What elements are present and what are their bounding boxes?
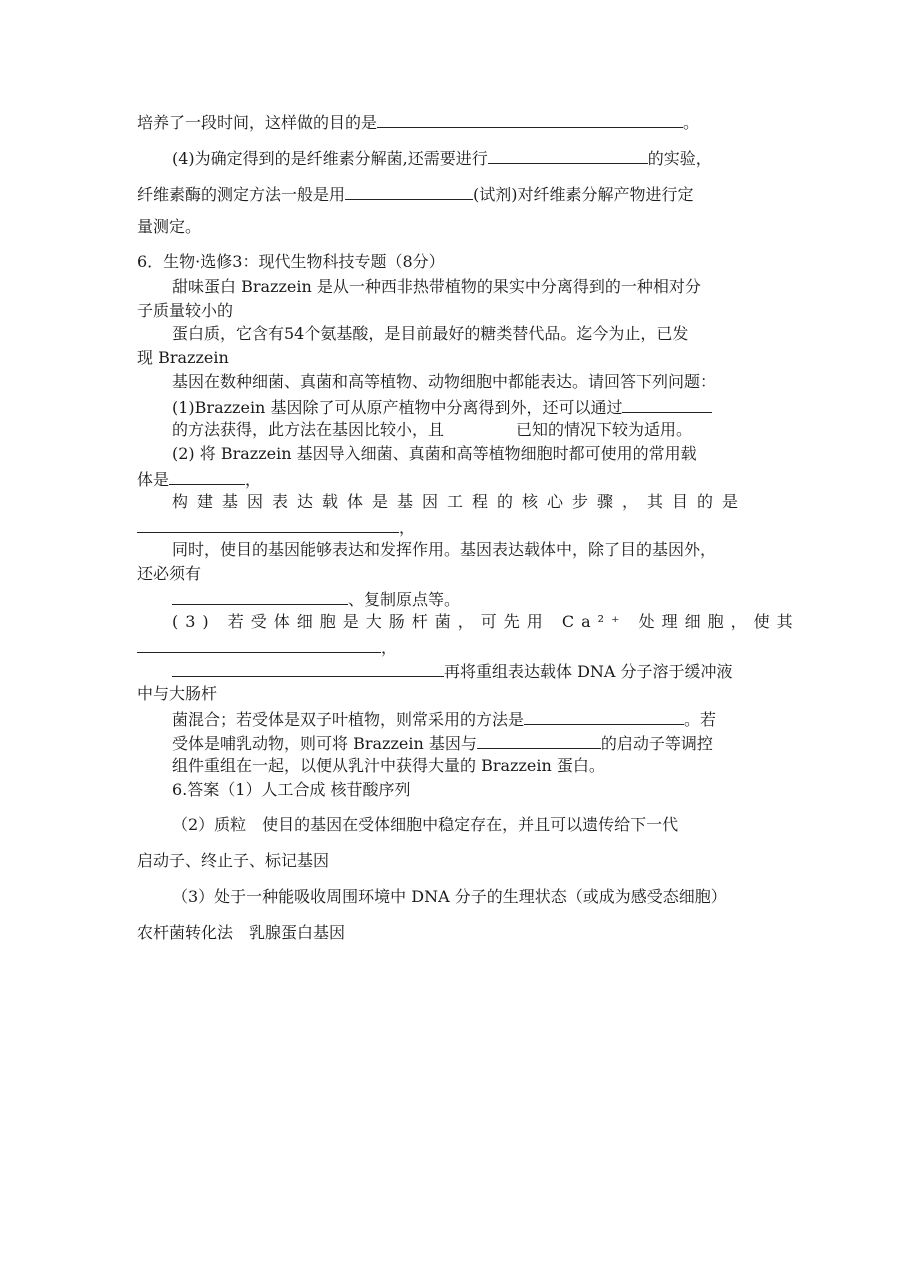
text-line: (3) 若受体细胞是大肠杆菌，可先用 Ca²⁺ 处理细胞，使其 bbox=[172, 612, 800, 631]
text-line: 还必须有 bbox=[137, 564, 202, 583]
text-line: 量测定。 bbox=[137, 217, 202, 236]
answer-blank bbox=[377, 111, 683, 128]
text-segment: (1)Brazzein 基因除了可从原产植物中分离得到外，还可以通过 bbox=[172, 398, 623, 417]
answer-blank bbox=[345, 183, 473, 200]
text-segment: (4)为确定得到的是纤维素分解菌,还需要进行 bbox=[172, 149, 488, 168]
answer-blank bbox=[524, 708, 684, 725]
text-segment: 。若 bbox=[684, 710, 717, 729]
text-line bbox=[172, 420, 692, 440]
text-segment: 的启动子等调控 bbox=[600, 734, 713, 753]
text-line bbox=[137, 183, 694, 205]
answer-blank bbox=[172, 660, 444, 677]
text-line: 现 Brazzein bbox=[137, 348, 229, 367]
text-segment: ， bbox=[399, 518, 416, 537]
text-line bbox=[172, 660, 733, 682]
text-line: 蛋白质，它含有54个氨基酸，是目前最好的糖类替代品。迄今为止，已发 bbox=[172, 324, 689, 343]
text-line: 中与大肠杆 bbox=[137, 684, 218, 703]
answer-blank bbox=[137, 516, 399, 533]
text-segment: 培养了一段时间，这样做的目的是 bbox=[137, 113, 378, 132]
answer-blank bbox=[477, 732, 601, 749]
section-heading: 6．生物·选修3：现代生物科技专题（8分） bbox=[137, 252, 445, 271]
answer-line: 农杆菌转化法 乳腺蛋白基因 bbox=[137, 923, 346, 942]
text-segment: 。 bbox=[683, 113, 700, 132]
answer-blank bbox=[172, 588, 348, 605]
text-line: 子质量较小的 bbox=[137, 301, 234, 320]
text-line bbox=[137, 111, 699, 133]
text-line: (2) 将 Brazzein 基因导入细菌、真菌和高等植物细胞时都可使用的常用载 bbox=[172, 444, 697, 463]
text-line: 组件重组在一起，以便从乳汁中获得大量的 Brazzein 蛋白。 bbox=[172, 756, 605, 775]
text-segment: 受体是哺乳动物，则可将 Brazzein 基因与 bbox=[172, 734, 477, 753]
answer-blank bbox=[169, 468, 245, 485]
text-segment: 已知的情况下较为适用。 bbox=[516, 420, 693, 439]
text-line: 构建基因表达载体是基因工程的核心步骤，其目的是 bbox=[172, 492, 748, 511]
text-line bbox=[137, 468, 261, 490]
text-segment: (试剂)对纤维素分解产物进行定 bbox=[473, 185, 694, 204]
answer-line: （3）处于一种能吸收周围环境中 DNA 分子的生理状态（或成为感受态细胞） bbox=[172, 887, 727, 906]
text-segment: 体是 bbox=[137, 470, 170, 489]
text-line bbox=[172, 588, 460, 610]
text-segment: 再将重组表达载体 DNA 分子溶于缓冲液 bbox=[444, 662, 733, 681]
text-line bbox=[172, 147, 712, 169]
text-line bbox=[137, 636, 397, 658]
text-line bbox=[172, 708, 716, 730]
text-line bbox=[172, 396, 712, 418]
text-segment: 菌混合；若受体是双子叶植物，则常采用的方法是 bbox=[172, 710, 525, 729]
answer-line: 启动子、终止子、标记基因 bbox=[137, 851, 330, 870]
text-line: 基因在数种细菌、真菌和高等植物、动物细胞中都能表达。请回答下列问题： bbox=[172, 372, 717, 391]
text-segment: ， bbox=[381, 638, 398, 657]
text-segment: 、复制原点等。 bbox=[348, 590, 461, 609]
answer-blank bbox=[488, 147, 648, 164]
answer-heading: 6.答案（1）人工合成 核苷酸序列 bbox=[172, 780, 411, 799]
text-segment: 纤维素酶的测定方法一般是用 bbox=[137, 185, 346, 204]
text-line: 甜味蛋白 Brazzein 是从一种西非热带植物的果实中分离得到的一种相对分 bbox=[172, 277, 701, 296]
text-line: 同时，使目的基因能够表达和发挥作用。基因表达载体中，除了目的基因外， bbox=[172, 540, 717, 559]
text-line bbox=[137, 516, 415, 538]
answer-blank bbox=[137, 636, 381, 653]
text-segment: 的实验， bbox=[647, 149, 712, 168]
text-line bbox=[172, 732, 713, 754]
answer-blank bbox=[622, 396, 712, 413]
text-segment: ， bbox=[245, 470, 262, 489]
answer-line: （2）质粒 使目的基因在受体细胞中稳定存在，并且可以遗传给下一代 bbox=[172, 815, 679, 834]
text-segment: 的方法获得，此方法在基因比较小，且 bbox=[172, 420, 445, 439]
